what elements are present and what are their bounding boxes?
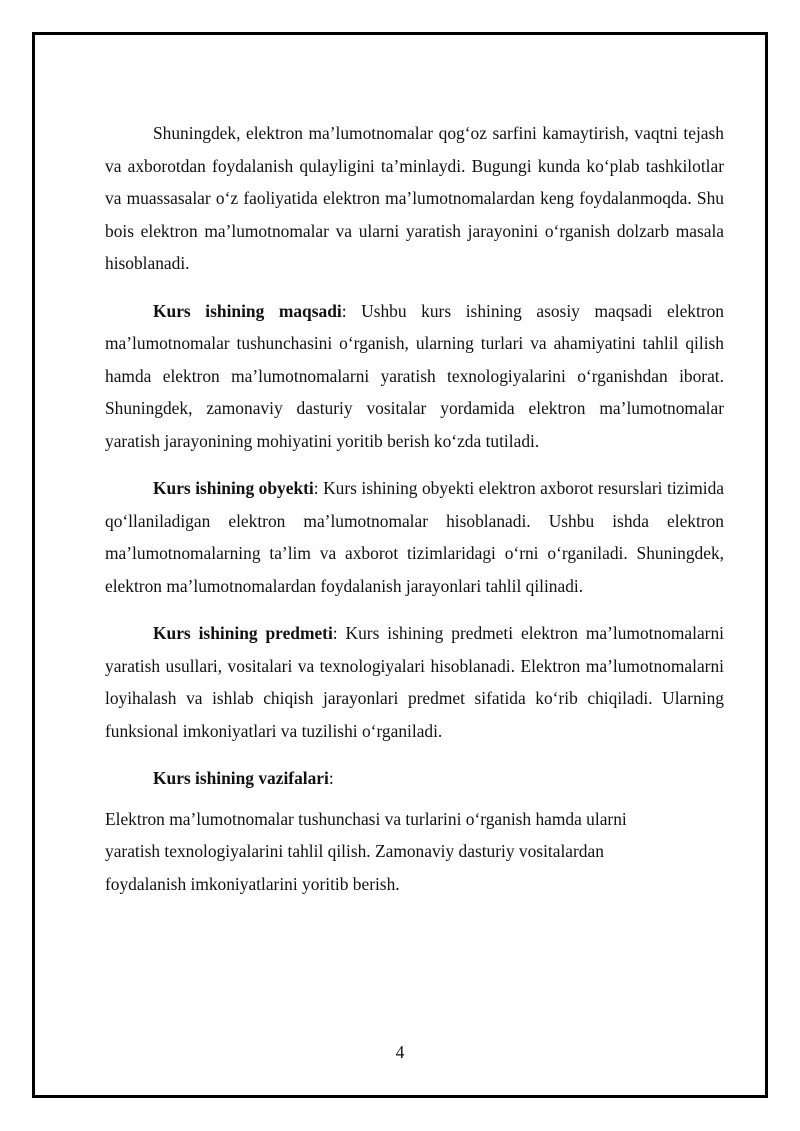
object-text: : Kurs ishining obyekti elektron axborot resurslari tizimida qo‘llaniladigan elektron ma’lumotnomalar hisoblanadi. Ushbu ishda elektron ma’lumotnomalarning ta’lim va axborot tizimlaridagi o‘rni o‘rganiladi. Shuningdek, elektron ma’lumotnomalardan foydalanish jarayonlari tahlil qilinadi. [105, 478, 724, 596]
tasks-heading [105, 762, 724, 795]
tasks-paragraph [105, 803, 724, 901]
goal-paragraph [105, 295, 724, 458]
goal-label: Kurs ishining maqsadi [153, 300, 342, 321]
tasks-label: Kurs ishining vazifalari [153, 768, 329, 788]
subject-text: : Kurs ishining predmeti elektron ma’lumotnomalarni yaratish usullari, vositalari va texnologiyalari hisoblanadi. Elektron ma’lumotnomalarni loyihalash va ishlab chiqish jarayonlari predmet sifatida ko‘rib chiqiladi. Ularning funksional imkoniyatlari va tuzilishi o‘rganiladi. [105, 623, 724, 741]
intro-paragraph: Shuningdek, elektron ma’lumotnomalar qog‘oz sarfini kamaytirish, vaqtni tejash va axborotdan foydalanish qulayligini ta’minlaydi. Bugungi kunda ko‘plab tashkilotlar va muassasalar o‘z faoliyatida elektron ma’lumotnomalardan keng foydalanmoqda. Shu bois elektron ma’lumotnomalar va ularni yaratish jarayonini o‘rganish dolzarb masala hisoblanadi. [105, 123, 724, 273]
tasks-line-2: yaratish texnologiyalarini tahlil qilish. Zamonaviy dasturiy vositalardan [105, 841, 604, 861]
object-label: Kurs ishining obyekti [153, 478, 314, 498]
subject-label: Kurs ishining predmeti [153, 623, 333, 643]
tasks-line-3: foydalanish imkoniyatlarini yoritib berish. [105, 873, 400, 894]
tasks-line-1: Elektron ma’lumotnomalar tushunchasi va turlarini o‘rganish hamda ularni [105, 808, 627, 829]
subject-paragraph [105, 617, 724, 747]
goal-text: : Ushbu kurs ishining asosiy maqsadi elektron ma’lumotnomalar tushunchasini o‘rganish, ularning turlari va ahamiyatini tahlil qilish hamda elektron ma’lumotnomalarni yaratish texnologiyalarini o‘rganishdan iborat. Shuningdek, zamonaviy dasturiy vositalar yordamida elektron ma’lumotnomalar yaratish jarayonining mohiyatini yoritib berish ko‘zda tutiladi. [105, 300, 724, 451]
page-number: 4 [395, 1042, 405, 1062]
document-body [105, 117, 724, 915]
tasks-suffix: : [328, 768, 334, 788]
object-paragraph [105, 472, 724, 602]
